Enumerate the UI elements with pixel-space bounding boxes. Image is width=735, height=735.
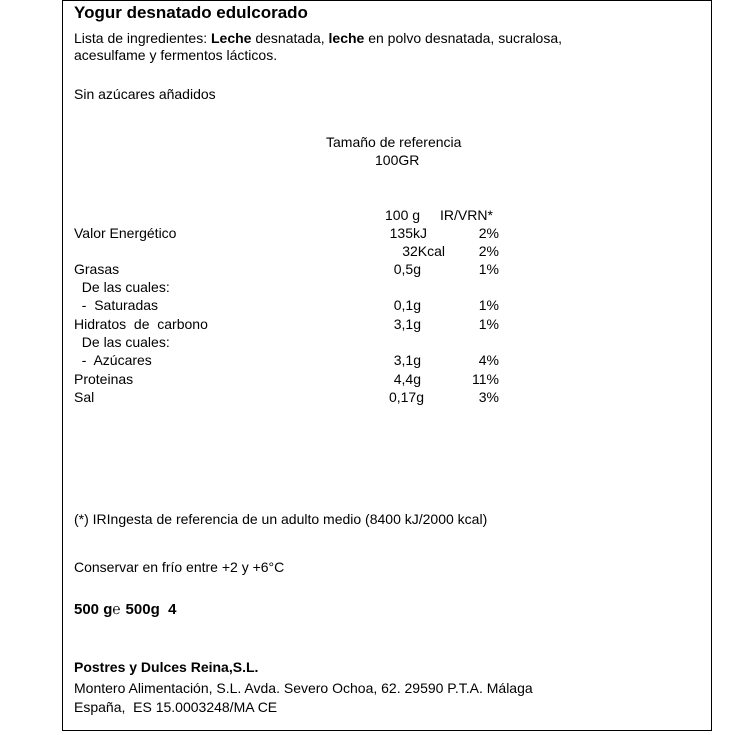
row-percent: 3% — [478, 389, 499, 405]
ingredients-line-1 — [74, 30, 562, 47]
row-percent: 11% — [472, 371, 499, 387]
column-ir-vrn: IR/VRN* — [440, 207, 493, 223]
row-value: 32Kcal — [402, 243, 445, 259]
row-label: - Saturadas — [74, 297, 159, 313]
row-value: 3,1g — [393, 316, 421, 332]
ingredients-mid-2: en polvo desnatada, sucralosa, — [364, 30, 563, 46]
ingredients-line-2: acesulfame y fermentos lácticos. — [74, 47, 278, 63]
net-quantity — [74, 601, 176, 618]
row-percent: 2% — [478, 243, 499, 259]
company-address-line-2: España, ES 15.0003248/MA CE — [74, 699, 278, 715]
ingredient-leche: Leche — [210, 30, 252, 46]
row-value: 4,4g — [393, 371, 421, 387]
reference-size-value: 100GR — [375, 152, 420, 168]
row-label: Grasas — [74, 261, 120, 277]
row-label: Sal — [74, 389, 95, 405]
row-percent: 1% — [478, 297, 499, 313]
row-value: 3,1g — [393, 352, 421, 368]
row-label: Valor Energético — [74, 225, 177, 241]
storage-instructions: Conservar en frío entre +2 y +6°C — [74, 559, 285, 575]
sugar-claim: Sin azúcares añadidos — [74, 86, 216, 102]
row-percent: 1% — [478, 316, 499, 332]
ingredient-leche-polvo: leche — [328, 30, 365, 46]
row-value: 0,5g — [393, 261, 421, 277]
row-value: 0,1g — [393, 297, 421, 313]
company-name: Postres y Dulces Reina,S.L. — [74, 659, 259, 675]
row-value: 0,17g — [388, 389, 424, 405]
row-label: De las cuales: — [74, 334, 170, 350]
weight-value: 500g — [125, 601, 160, 618]
row-percent: 1% — [478, 261, 499, 277]
column-per-100g: 100 g — [385, 207, 421, 223]
row-label: Hidratos de carbono — [74, 316, 208, 332]
ingredients-mid-1: desnatada, — [251, 30, 329, 46]
row-label: Proteinas — [74, 371, 134, 387]
row-value: 135kJ — [389, 225, 427, 241]
ingredients-prefix: Lista de ingredientes: — [74, 30, 211, 46]
unit-count: 4 — [168, 601, 177, 618]
reference-size-label: Tamaño de referencia — [326, 134, 462, 150]
reference-intake-footnote: (*) IRIngesta de referencia de un adulto medio (8400 kJ/2000 kcal) — [74, 511, 488, 527]
row-percent: 4% — [478, 352, 499, 368]
row-percent: 2% — [478, 225, 499, 241]
company-address-line-1: Montero Alimentación, S.L. Avda. Severo Ochoa, 62. 29590 P.T.A. Málaga — [74, 680, 533, 696]
net-weight: 500 g — [74, 601, 113, 618]
row-label: De las cuales: — [74, 279, 170, 295]
row-label: - Azúcares — [74, 352, 152, 368]
estimated-sign-icon: ℮ — [112, 601, 121, 618]
product-title: Yogur desnatado edulcorado — [74, 3, 308, 22]
